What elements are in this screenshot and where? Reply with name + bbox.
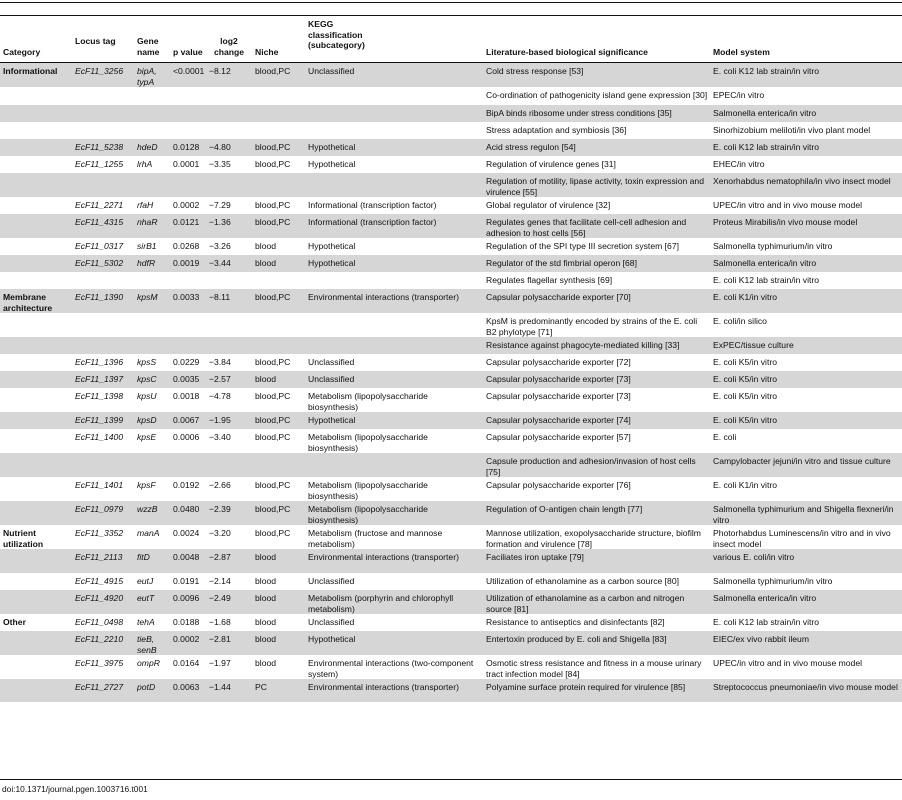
cell-kegg: Metabolism (fructose and mannose metabolism) bbox=[308, 528, 443, 549]
cell-pval: 0.0164 bbox=[173, 658, 200, 668]
cell-gene: fitD bbox=[137, 552, 150, 562]
table-row bbox=[0, 429, 902, 453]
cell-niche: blood,PC bbox=[255, 480, 291, 490]
table-row bbox=[0, 590, 902, 614]
cell-gene: eutT bbox=[137, 593, 155, 603]
header-model: Model system bbox=[713, 47, 770, 57]
cell-pval: 0.0048 bbox=[173, 552, 200, 562]
cell-pval: 0.0002 bbox=[173, 634, 200, 644]
table-row bbox=[0, 272, 902, 289]
cell-model: Salmonella typhimurium and Shigella flexneri/in vitro bbox=[713, 504, 894, 525]
cell-gene: ompR bbox=[137, 658, 160, 668]
cell-niche: blood,PC bbox=[255, 528, 291, 538]
cell-kegg: Metabolism (lipopolysaccharide biosynthesis) bbox=[308, 432, 428, 453]
cell-model: EHEC/in vitro bbox=[713, 159, 765, 169]
cell-model: E. coli K5/in vitro bbox=[713, 357, 777, 367]
cell-model: EPEC/in vitro bbox=[713, 90, 765, 100]
cell-gene: kpsM bbox=[137, 292, 158, 302]
cell-kegg: Informational (transcription factor) bbox=[308, 217, 437, 227]
table-row bbox=[0, 255, 902, 272]
cell-gene: lrhA bbox=[137, 159, 153, 169]
cell-pval: 0.0018 bbox=[173, 391, 200, 401]
cell-locus: EcF11_2113 bbox=[75, 552, 123, 562]
cell-model: Salmonella enterica/in vitro bbox=[713, 258, 817, 268]
table-row bbox=[0, 573, 902, 590]
cell-lit: Capsular polysaccharide exporter [72] bbox=[486, 357, 631, 367]
cell-locus: EcF11_3352 bbox=[75, 528, 124, 538]
cell-lit: Capsule production and adhesion/invasion of host cells [75] bbox=[486, 456, 696, 477]
cell-model: E. coli K12 lab strain/in vitro bbox=[713, 66, 820, 76]
cell-gene: hdeD bbox=[137, 142, 158, 152]
cell-log2: −2.49 bbox=[209, 593, 231, 603]
cell-pval: 0.0035 bbox=[173, 374, 200, 384]
cell-niche: PC bbox=[255, 682, 267, 692]
cell-pval: 0.0268 bbox=[173, 241, 200, 251]
cell-lit: Regulates genes that facilitate cell-cell adhesion and adhesion to host cells [56] bbox=[486, 217, 687, 238]
cell-lit: Polyamine surface protein required for virulence [85] bbox=[486, 682, 686, 692]
cell-lit: Resistance against phagocyte-mediated killing [33] bbox=[486, 340, 680, 350]
cell-log2: −4.78 bbox=[209, 391, 231, 401]
cell-log2: −2.87 bbox=[209, 552, 231, 562]
cell-gene: kpsC bbox=[137, 374, 157, 384]
cell-model: Salmonella enterica/in vitro bbox=[713, 108, 817, 118]
cell-model: Photorhabdus Luminescens/in vitro and in vivo insect model bbox=[713, 528, 891, 549]
cell-log2: −1.95 bbox=[209, 415, 231, 425]
cell-log2: −3.26 bbox=[209, 241, 231, 251]
cell-niche: blood bbox=[255, 593, 277, 603]
cell-kegg: Metabolism (lipopolysaccharide biosynthesis) bbox=[308, 391, 428, 412]
cell-pval: 0.0188 bbox=[173, 617, 200, 627]
cell-model: Salmonella enterica/in vitro bbox=[713, 593, 817, 603]
cell-gene: eutJ bbox=[137, 576, 154, 586]
cell-locus: EcF11_1400 bbox=[75, 432, 124, 442]
cell-model: E. coli K12 lab strain/in vitro bbox=[713, 142, 820, 152]
cell-lit: Regulation of O-antigen chain length [77] bbox=[486, 504, 643, 514]
cell-lit: Regulation of the SPI type III secretion system [67] bbox=[486, 241, 679, 251]
cell-lit: Capsular polysaccharide exporter [74] bbox=[486, 415, 631, 425]
cell-locus: EcF11_4920 bbox=[75, 593, 124, 603]
cell-gene: tehA bbox=[137, 617, 155, 627]
header-gene: Gene name bbox=[137, 36, 160, 57]
cell-kegg: Environmental interactions (two-component system) bbox=[308, 658, 474, 679]
cell-lit: KpsM is predominantly encoded by strains of the E. coli B2 phylotype [71] bbox=[486, 316, 698, 337]
cell-gene: wzzB bbox=[137, 504, 158, 514]
cell-locus: EcF11_1390 bbox=[75, 292, 124, 302]
cell-pval: 0.0019 bbox=[173, 258, 200, 268]
cell-locus: EcF11_2271 bbox=[75, 200, 124, 210]
cell-lit: Regulation of virulence genes [31] bbox=[486, 159, 616, 169]
cell-niche: blood,PC bbox=[255, 292, 291, 302]
cell-niche: blood,PC bbox=[255, 415, 291, 425]
table-row bbox=[0, 197, 902, 214]
cell-lit: Capsular polysaccharide exporter [70] bbox=[486, 292, 631, 302]
cell-niche: blood,PC bbox=[255, 432, 291, 442]
cell-niche: blood,PC bbox=[255, 159, 291, 169]
cell-niche: blood,PC bbox=[255, 357, 291, 367]
cell-category: Other bbox=[3, 617, 26, 627]
cell-gene: kpsE bbox=[137, 432, 157, 442]
table-row bbox=[0, 214, 902, 238]
cell-log2: −7.29 bbox=[209, 200, 231, 210]
cell-log2: −3.84 bbox=[209, 357, 231, 367]
cell-model: UPEC/in vitro and in vivo mouse model bbox=[713, 200, 863, 210]
cell-kegg: Environmental interactions (transporter) bbox=[308, 292, 459, 302]
cell-log2: −1.44 bbox=[209, 682, 231, 692]
cell-kegg: Metabolism (lipopolysaccharide biosynthesis) bbox=[308, 504, 428, 525]
cell-locus: EcF11_3975 bbox=[75, 658, 124, 668]
cell-kegg: Environmental interactions (transporter) bbox=[308, 552, 459, 562]
cell-model: Sinorhizobium meliloti/in vivo plant model bbox=[713, 125, 871, 135]
table-row bbox=[0, 105, 902, 122]
cell-gene: bipA, typA bbox=[137, 66, 157, 87]
cell-log2: −2.57 bbox=[209, 374, 231, 384]
cell-niche: blood bbox=[255, 634, 277, 644]
cell-pval: 0.0063 bbox=[173, 682, 200, 692]
cell-gene: rfaH bbox=[137, 200, 154, 210]
cell-niche: blood,PC bbox=[255, 142, 291, 152]
cell-pval: <0.0001 bbox=[173, 66, 205, 76]
cell-model: E. coli K1/in vitro bbox=[713, 292, 777, 302]
cell-log2: −2.14 bbox=[209, 576, 231, 586]
cell-model: UPEC/in vitro and in vivo mouse model bbox=[713, 658, 863, 668]
cell-gene: kpsF bbox=[137, 480, 156, 490]
cell-lit: Mannose utilization, exopolysaccharide structure, biofilm formation and virulence [78] bbox=[486, 528, 701, 549]
cell-lit: Cold stress response [53] bbox=[486, 66, 584, 76]
cell-kegg: Unclassified bbox=[308, 617, 355, 627]
table-row bbox=[0, 63, 902, 87]
cell-kegg: Metabolism (lipopolysaccharide biosynthesis) bbox=[308, 480, 428, 501]
cell-gene: kpsD bbox=[137, 415, 157, 425]
cell-lit: Faciliates iron uptake [79] bbox=[486, 552, 584, 562]
cell-log2: −8.11 bbox=[209, 292, 231, 302]
header-literature: Literature-based biological significance bbox=[486, 47, 648, 57]
cell-model: EIEC/ex vivo rabbit ileum bbox=[713, 634, 809, 644]
cell-log2: −2.39 bbox=[209, 504, 231, 514]
cell-model: E. coli bbox=[713, 432, 737, 442]
table-row bbox=[0, 453, 902, 477]
cell-lit: Resistance to antiseptics and disinfectants [82] bbox=[486, 617, 665, 627]
cell-pval: 0.0192 bbox=[173, 480, 200, 490]
cell-kegg: Unclassified bbox=[308, 374, 355, 384]
cell-lit: Capsular polysaccharide exporter [73] bbox=[486, 391, 631, 401]
cell-pval: 0.0096 bbox=[173, 593, 200, 603]
cell-niche: blood bbox=[255, 617, 277, 627]
table-row bbox=[0, 388, 902, 412]
cell-kegg: Hypothetical bbox=[308, 159, 356, 169]
cell-log2: −3.44 bbox=[209, 258, 231, 268]
cell-pval: 0.0033 bbox=[173, 292, 200, 302]
cell-lit: Capsular polysaccharide exporter [73] bbox=[486, 374, 631, 384]
cell-kegg: Hypothetical bbox=[308, 258, 356, 268]
cell-log2: −1.68 bbox=[209, 617, 231, 627]
cell-niche: blood,PC bbox=[255, 391, 291, 401]
cell-lit: Regulator of the std fimbrial operon [68] bbox=[486, 258, 637, 268]
cell-pval: 0.0128 bbox=[173, 142, 200, 152]
cell-locus: EcF11_1397 bbox=[75, 374, 124, 384]
header-category: Category bbox=[3, 47, 41, 57]
cell-log2: −3.35 bbox=[209, 159, 231, 169]
cell-locus: EcF11_0317 bbox=[75, 241, 124, 251]
cell-niche: blood,PC bbox=[255, 66, 291, 76]
cell-category: Membrane architecture bbox=[3, 292, 53, 313]
table-row bbox=[0, 87, 902, 105]
cell-kegg: Hypothetical bbox=[308, 142, 356, 152]
cell-locus: EcF11_1401 bbox=[75, 480, 124, 490]
cell-gene: tieB, senB bbox=[137, 634, 157, 655]
table-row bbox=[0, 679, 902, 702]
cell-locus: EcF11_2210 bbox=[75, 634, 124, 644]
cell-gene: sirB1 bbox=[137, 241, 157, 251]
header-niche: Niche bbox=[255, 47, 279, 57]
cell-gene: kpsU bbox=[137, 391, 157, 401]
header-pvalue: p value bbox=[173, 47, 203, 57]
cell-lit: Entertoxin produced by E. coli and Shigella [83] bbox=[486, 634, 667, 644]
cell-niche: blood,PC bbox=[255, 504, 291, 514]
cell-lit: Acid stress regulon [54] bbox=[486, 142, 576, 152]
cell-log2: −3.20 bbox=[209, 528, 231, 538]
cell-log2: −2.66 bbox=[209, 480, 231, 490]
table-row bbox=[0, 156, 902, 173]
cell-gene: kpsS bbox=[137, 357, 157, 367]
cell-pval: 0.0024 bbox=[173, 528, 200, 538]
cell-locus: EcF11_0498 bbox=[75, 617, 124, 627]
table-header bbox=[0, 16, 902, 60]
cell-kegg: Hypothetical bbox=[308, 634, 356, 644]
header-kegg: KEGG classification (subcategory) bbox=[308, 19, 365, 50]
cell-niche: blood bbox=[255, 241, 277, 251]
cell-gene: hdfR bbox=[137, 258, 156, 268]
table-row bbox=[0, 139, 902, 156]
cell-pval: 0.0001 bbox=[173, 159, 200, 169]
cell-model: ExPEC/tissue culture bbox=[713, 340, 794, 350]
cell-niche: blood bbox=[255, 658, 277, 668]
cell-kegg: Environmental interactions (transporter) bbox=[308, 682, 459, 692]
cell-log2: −3.40 bbox=[209, 432, 231, 442]
table-row bbox=[0, 371, 902, 388]
table-row bbox=[0, 337, 902, 354]
cell-niche: blood,PC bbox=[255, 217, 291, 227]
cell-lit: BipA binds ribosome under stress conditions [35] bbox=[486, 108, 672, 118]
table-row bbox=[0, 313, 902, 337]
cell-model: Proteus Mirabilis/in vivo mouse model bbox=[713, 217, 858, 227]
cell-kegg: Informational (transcription factor) bbox=[308, 200, 437, 210]
table-row bbox=[0, 655, 902, 679]
cell-lit: Global regulator of virulence [32] bbox=[486, 200, 611, 210]
table-row bbox=[0, 525, 902, 549]
cell-pval: 0.0002 bbox=[173, 200, 200, 210]
cell-kegg: Unclassified bbox=[308, 357, 355, 367]
cell-niche: blood,PC bbox=[255, 200, 291, 210]
cell-niche: blood bbox=[255, 552, 277, 562]
cell-kegg: Unclassified bbox=[308, 66, 355, 76]
table-row bbox=[0, 354, 902, 371]
cell-niche: blood bbox=[255, 374, 277, 384]
cell-pval: 0.0191 bbox=[173, 576, 200, 586]
header-locus: Locus tag bbox=[75, 36, 116, 46]
cell-gene: nhaR bbox=[137, 217, 158, 227]
cell-pval: 0.0121 bbox=[173, 217, 200, 227]
cell-lit: Stress adaptation and symbiosis [36] bbox=[486, 125, 627, 135]
cell-lit: Utilization of ethanolamine as a carbon source [80] bbox=[486, 576, 679, 586]
cell-lit: Utilization of ethanolamine as a carbon and nitrogen source [81] bbox=[486, 593, 685, 614]
cell-kegg: Unclassified bbox=[308, 576, 355, 586]
cell-model: E. coli K5/in vitro bbox=[713, 391, 777, 401]
cell-model: Streptococcus pneumoniae/in vivo mouse model bbox=[713, 682, 898, 692]
cell-locus: EcF11_5238 bbox=[75, 142, 124, 152]
cell-kegg: Metabolism (porphyrin and chlorophyll metabolism) bbox=[308, 593, 454, 614]
cell-model: Xenorhabdus nematophila/in vivo insect model bbox=[713, 176, 891, 186]
cell-log2: −4.80 bbox=[209, 142, 231, 152]
cell-lit: Osmotic stress resistance and fitness in a mouse urinary tract infection model [84] bbox=[486, 658, 702, 679]
bottom-rule bbox=[0, 779, 902, 780]
doi-footer: doi:10.1371/journal.pgen.1003716.t001 bbox=[2, 784, 148, 794]
cell-locus: EcF11_1396 bbox=[75, 357, 124, 367]
cell-niche: blood bbox=[255, 576, 277, 586]
table-row bbox=[0, 549, 902, 573]
table-row bbox=[0, 412, 902, 429]
cell-lit: Co-ordination of pathogenicity island gene expression [30] bbox=[486, 90, 708, 100]
table-row bbox=[0, 477, 902, 501]
cell-locus: EcF11_5302 bbox=[75, 258, 124, 268]
cell-locus: EcF11_1399 bbox=[75, 415, 124, 425]
cell-locus: EcF11_0979 bbox=[75, 504, 124, 514]
cell-kegg: Hypothetical bbox=[308, 415, 356, 425]
table-row bbox=[0, 238, 902, 255]
cell-log2: −1.97 bbox=[209, 658, 231, 668]
cell-pval: 0.0067 bbox=[173, 415, 200, 425]
cell-lit: Regulates flagellar synthesis [69] bbox=[486, 275, 613, 285]
cell-kegg: Hypothetical bbox=[308, 241, 356, 251]
cell-locus: EcF11_1255 bbox=[75, 159, 124, 169]
table-row bbox=[0, 173, 902, 197]
table-row bbox=[0, 289, 902, 313]
cell-log2: −2.81 bbox=[209, 634, 231, 644]
cell-log2: −8.12 bbox=[209, 66, 231, 76]
cell-lit: Regulation of motility, lipase activity, toxin expression and virulence [55] bbox=[486, 176, 704, 197]
cell-niche: blood bbox=[255, 258, 277, 268]
cell-pval: 0.0006 bbox=[173, 432, 200, 442]
cell-category: Informational bbox=[3, 66, 58, 76]
cell-log2: −1.36 bbox=[209, 217, 231, 227]
cell-model: E. coli K1/in vitro bbox=[713, 480, 777, 490]
cell-locus: EcF11_1398 bbox=[75, 391, 124, 401]
cell-locus: EcF11_4915 bbox=[75, 576, 124, 586]
cell-lit: Capsular polysaccharide exporter [76] bbox=[486, 480, 631, 490]
cell-model: E. coli/in silico bbox=[713, 316, 767, 326]
cell-locus: EcF11_2727 bbox=[75, 682, 124, 692]
cell-model: various E. coli/in vitro bbox=[713, 552, 795, 562]
cell-model: E. coli K12 lab strain/in vitro bbox=[713, 617, 820, 627]
cell-model: E. coli K5/in vitro bbox=[713, 415, 777, 425]
table-row bbox=[0, 631, 902, 655]
cell-model: Salmonella typhimurium/in vitro bbox=[713, 241, 833, 251]
cell-gene: manA bbox=[137, 528, 160, 538]
cell-locus: EcF11_4315 bbox=[75, 217, 124, 227]
cell-model: Campylobacter jejuni/in vitro and tissue culture bbox=[713, 456, 891, 466]
cell-model: E. coli K5/in vitro bbox=[713, 374, 777, 384]
table-row bbox=[0, 614, 902, 631]
cell-category: Nutrient utilization bbox=[3, 528, 44, 549]
cell-pval: 0.0229 bbox=[173, 357, 200, 367]
cell-gene: potD bbox=[137, 682, 156, 692]
table-row bbox=[0, 122, 902, 139]
top-rule bbox=[0, 2, 902, 3]
cell-pval: 0.0480 bbox=[173, 504, 200, 514]
cell-lit: Capsular polysaccharide exporter [57] bbox=[486, 432, 631, 442]
cell-locus: EcF11_3256 bbox=[75, 66, 124, 76]
header-log2: log2 change bbox=[213, 36, 245, 57]
cell-model: E. coli K12 lab strain/in vitro bbox=[713, 275, 820, 285]
table-row bbox=[0, 501, 902, 525]
cell-model: Salmonella typhimurium/in vitro bbox=[713, 576, 833, 586]
